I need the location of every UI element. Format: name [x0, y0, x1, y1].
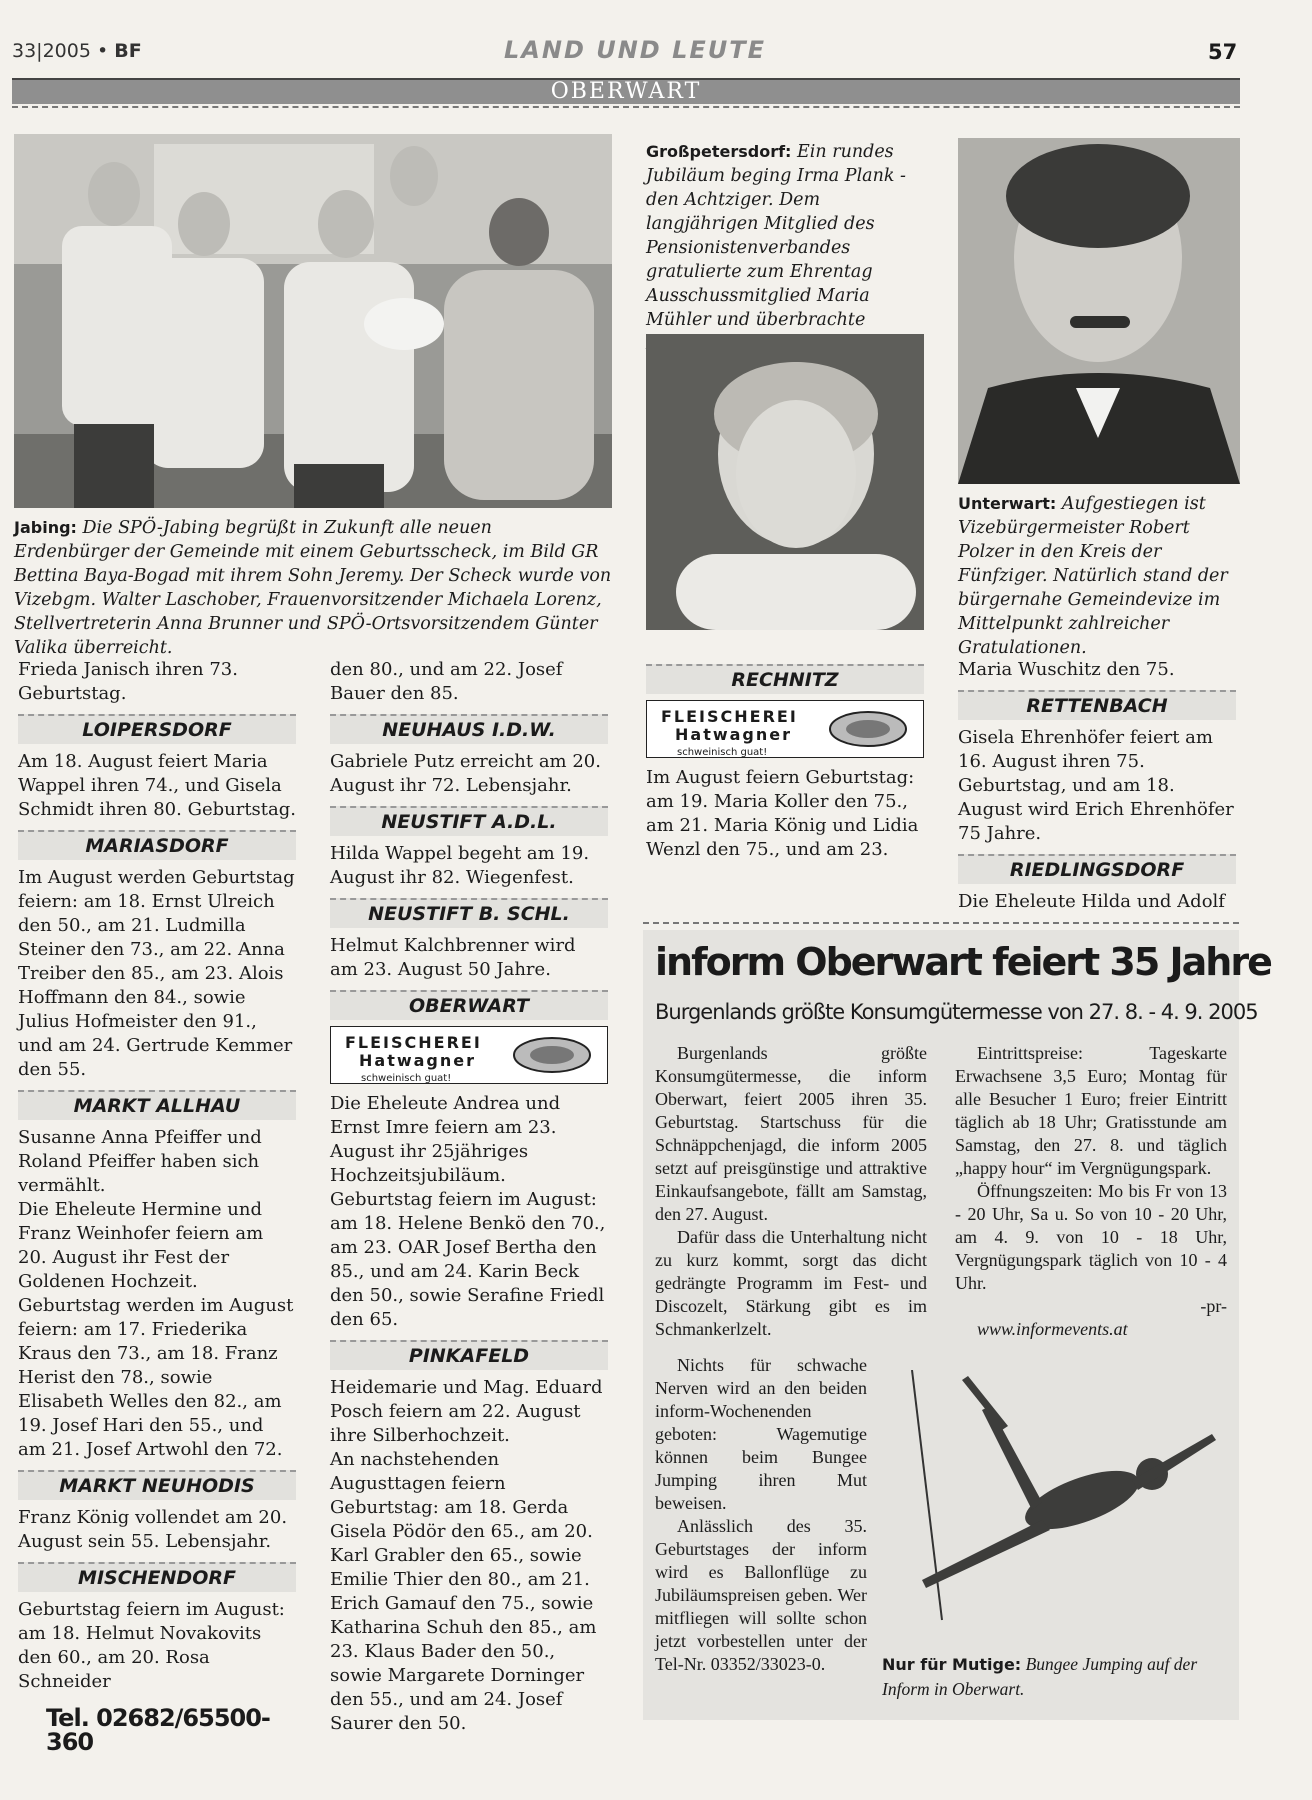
header-divider [12, 106, 1240, 108]
section-heading: NEUHAUS I.D.W. [330, 714, 608, 744]
inform-paragraph: Eintrittspreise: Tageskarte Erwachsene 3,5 Euro; Montag für alle Besucher 1 Euro; freier Eintritt täglich ab 18 Uhr; Gratisstunde am Samstag, den 27. 8. und täglich „happy hour“ im Vergnügungspark. [955, 1043, 1227, 1178]
column-text: Helmut Kalchbrenner wird am 23. August 50 Jahre. [330, 935, 576, 980]
section-heading: RIEDLINGSDORF [958, 854, 1236, 884]
column-text: Die Eheleute Hermine und Franz Weinhofer feiern am 20. August ihr Fest der Goldenen Hochzeit. [18, 1199, 264, 1292]
ad-line-1: FLEISCHEREI [345, 1033, 482, 1052]
column-text: Die Eheleute Hilda und Adolf [958, 891, 1225, 912]
column-text: Geburtstag feiern im August: am 18. Helmut Novakovits den 60., am 20. Rosa Schneider [18, 1599, 285, 1692]
section-heading: RETTENBACH [958, 690, 1236, 720]
section-heading: NEUSTIFT B. SCHL. [330, 898, 608, 928]
section-heading: RECHNITZ [646, 664, 924, 694]
inform-column-right [955, 1042, 1227, 1341]
column-text: Geburtstag feiern im August: am 18. Helene Benkö den 70., am 23. OAR Josef Bertha den 85., und am 24. Karin Beck den 50., sowie Serafine Friedl den 65. [330, 1189, 606, 1330]
column-text: Susanne Anna Pfeiffer und Roland Pfeiffer haben sich vermählt. [18, 1127, 262, 1196]
ad-line-1: FLEISCHEREI [661, 707, 798, 726]
column-text: Am 18. August feiert Maria Wappel ihren 74., und Gisela Schmidt ihren 80. Geburtstag. [18, 751, 297, 820]
caption-jabing: Jabing: Die SPÖ-Jabing begrüßt in Zukunft alle neuen Erdenbürger der Gemeinde mit einem Geburtsscheck, im Bild GR Bettina Baya-Bogad mit ihrem Sohn Jeremy. Der Scheck wurde von Vizebgm. Walter Laschober, Frauenvorsitzender Michaela Lorenz, Stellvertreterin Anna Brunner und SPÖ-Ortsvorsitzendem Günter Valika überreicht. [14, 518, 612, 658]
section-heading: OBERWART [330, 990, 608, 1020]
bungee-jumper-photo [882, 1370, 1228, 1632]
section-heading: MARKT NEUHODIS [18, 1470, 296, 1500]
inform-signature: -pr- [1200, 1296, 1227, 1316]
portrait-man-mustache [958, 138, 1240, 484]
portrait-elderly-woman [646, 334, 924, 630]
column-text: Gisela Ehrenhöfer feiert am 16. August ihren 75. Geburtstag, und am 18. August wird Erich Ehrenhöfer 75 Jahre. [958, 727, 1234, 844]
caption-bungee: Nur für Mutige: Bungee Jumping auf der Inform in Oberwart. [882, 1654, 1198, 1699]
ad-line-2: Hatwagner [359, 1051, 476, 1070]
group-photo-family-with-baby [14, 134, 612, 508]
inform-paragraph: Dafür dass die Unterhaltung nicht zu kurz kommt, sorgt das dicht gedrängte Programm im Fest- und Discozelt, Stärkung gibt es im Schmankerlzelt. [655, 1227, 927, 1339]
column-text: Hilda Wappel begeht am 19. August ihr 82. Wiegenfest. [330, 843, 590, 888]
region-banner: OBERWART [12, 78, 1240, 104]
inform-column-left-bottom [655, 1354, 867, 1676]
column-2 [330, 658, 608, 1736]
article-divider [643, 922, 1239, 924]
column-1 [18, 658, 296, 1754]
column-text: Heidemarie und Mag. Eduard Posch feiern am 22. August ihre Silberhochzeit. [330, 1377, 603, 1446]
column-text: Geburtstag werden im August feiern: am 17. Friederika Kraus den 73., am 18. Franz Herist den 78., sowie Elisabeth Welles den 82., am 19. Josef Hari den 55., und am 21. Josef Artwohl den 72. [18, 1295, 294, 1460]
section-heading: NEUSTIFT A.D.L. [330, 806, 608, 836]
column-4 [958, 658, 1236, 914]
column-3 [646, 664, 924, 862]
column-text: den 80., und am 22. Josef Bauer den 85. [330, 659, 563, 704]
column-text: Frieda Janisch ihren 73. Geburtstag. [18, 659, 238, 704]
ad-slogan: schweinisch guat! [677, 747, 768, 758]
section-heading: MARIASDORF [18, 830, 296, 860]
ad-line-2: Hatwagner [675, 725, 792, 744]
inform-column-left-top [655, 1042, 927, 1341]
column-text: Im August werden Geburtstag feiern: am 18. Ernst Ulreich den 50., am 21. Ludmilla Steiner den 73., am 22. Anna Treiber den 85., am 23. Alois Hoffmann den 84., sowie Julius Hofmeister den 91., und am 24. Gertrude Kemmer den 55. [18, 867, 295, 1080]
inform-subheadline: Burgenlands größte Konsumgütermesse von 27. 8. - 4. 9. 2005 [655, 1000, 1258, 1024]
section-title: LAND UND LEUTE [503, 36, 767, 64]
column-text: An nachstehenden Augusttagen feiern Geburtstag: am 18. Gerda Gisela Pödör den 65., am 20. Karl Grabler den 65., sowie Emilie Thier den 80., am 21. Erich Gamauf den 75., sowie Katharina Schuh den 85., am 23. Klaus Bader den 50., sowie Margarete Dorninger den 55., und am 24. Josef Saurer den 50. [330, 1449, 597, 1734]
column-text: Maria Wuschitz den 75. [958, 659, 1175, 680]
telephone-number: Tel. 02682/65500-360 [46, 1704, 270, 1756]
column-text: Im August feiern Geburtstag: am 19. Maria Koller den 75., am 21. Maria König und Lidia Wenzl den 75., und am 23. [646, 767, 919, 860]
inform-paragraph: Anlässlich des 35. Geburtstages der inform wird es Ballonflüge zu Jubiläumspreisen geben. Wer mitfliegen will sollte schon jetzt vorbestellen unter der Tel-Nr. 03352/33023-0. [655, 1516, 867, 1674]
section-heading: MARKT ALLHAU [18, 1090, 296, 1120]
column-text: Gabriele Putz erreicht am 20. August ihr 72. Lebensjahr. [330, 751, 601, 796]
pig-logo-icon [827, 709, 909, 749]
ad-slogan: schweinisch guat! [361, 1073, 452, 1084]
section-heading: LOIPERSDORF [18, 714, 296, 744]
section-heading: MISCHENDORF [18, 1562, 296, 1592]
column-text: Franz König vollendet am 20. August sein 55. Lebensjahr. [18, 1507, 288, 1552]
column-text: Die Eheleute Andrea und Ernst Imre feiern am 23. August ihr 25jähriges Hochzeitsjubiläum. [330, 1093, 561, 1186]
butcher-ad [330, 1026, 608, 1084]
section-heading: PINKAFELD [330, 1340, 608, 1370]
page-number: 57 [1208, 40, 1238, 64]
caption-unterwart: Unterwart: Aufgestiegen ist Vizebürgermeister Robert Polzer in den Kreis der Fünfziger. Natürlich stand der bürgernahe Gemeindevize im Mittelpunkt zahlreicher Gratulationen. [958, 494, 1228, 658]
inform-paragraph: Öffnungszeiten: Mo bis Fr von 13 - 20 Uhr, Sa u. So von 10 - 20 Uhr, am 4. 9. von 10 - 18 Uhr, Vergnügungspark täglich von 10 - 4 Uhr. [955, 1181, 1227, 1293]
issue-label: 33|2005 • BF [12, 40, 142, 62]
inform-url: www.informevents.at [977, 1319, 1128, 1339]
caption-grosspetersdorf: Großpetersdorf: Ein rundes Jubiläum beging Irma Plank - den Achtziger. Dem langjährigen Mitglied des Pensionistenverbandes gratulierte zum Ehrentag Ausschussmitglied Maria Mühler und überbrachte [646, 142, 906, 330]
inform-paragraph: Nichts für schwache Nerven wird an den beiden inform-Wochenenden geboten: Wagemutige können beim Bungee Jumping ihren Mut beweisen. [655, 1355, 867, 1513]
inform-paragraph: Burgenlands größte Konsumgütermesse, die inform Oberwart, feiert 2005 ihren 35. Geburtstag. Startschuss für die Schnäppchenjagd, die inform 2005 setzt auf preisgünstige und attraktive Einkaufsangebote, fällt am Samstag, den 27. August. [655, 1043, 927, 1224]
butcher-ad [646, 700, 924, 758]
pig-logo-icon [511, 1035, 593, 1075]
inform-headline: inform Oberwart feiert 35 Jahre [655, 940, 1271, 984]
